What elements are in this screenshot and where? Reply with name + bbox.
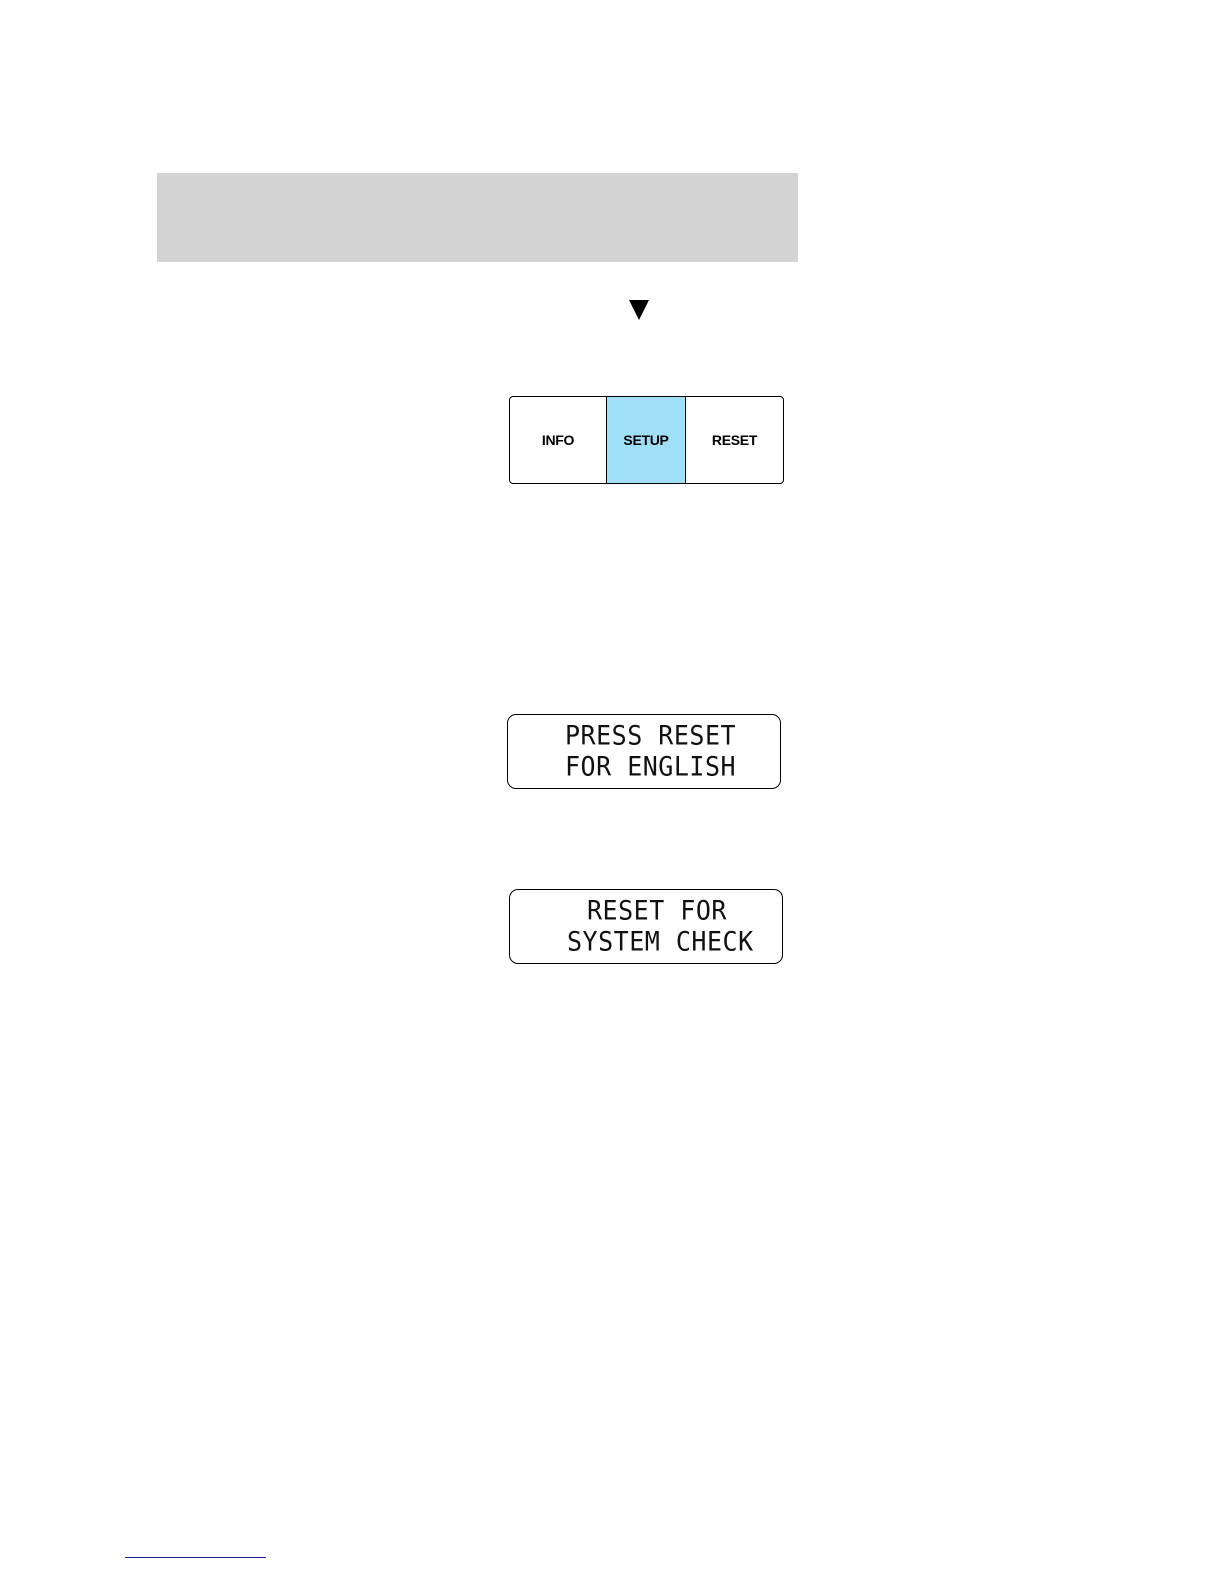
info-button-label: INFO [541,432,575,448]
reset-button[interactable] [686,397,783,483]
control-button-panel [509,396,784,484]
down-triangle-icon [628,298,650,322]
display-line: SYSTEM CHECK [567,926,754,957]
message-display-system-check [509,889,783,964]
display-line: FOR ENGLISH [565,751,737,782]
footer-link-rule [125,1557,266,1558]
message-display-language [507,714,781,789]
header-band [157,173,798,262]
display-line: PRESS RESET [565,720,737,751]
setup-button[interactable] [606,397,686,483]
setup-button-label: SETUP [623,432,669,448]
reset-button-label: RESET [711,432,758,448]
display-line: RESET FOR [587,895,727,926]
info-button[interactable] [510,397,606,483]
